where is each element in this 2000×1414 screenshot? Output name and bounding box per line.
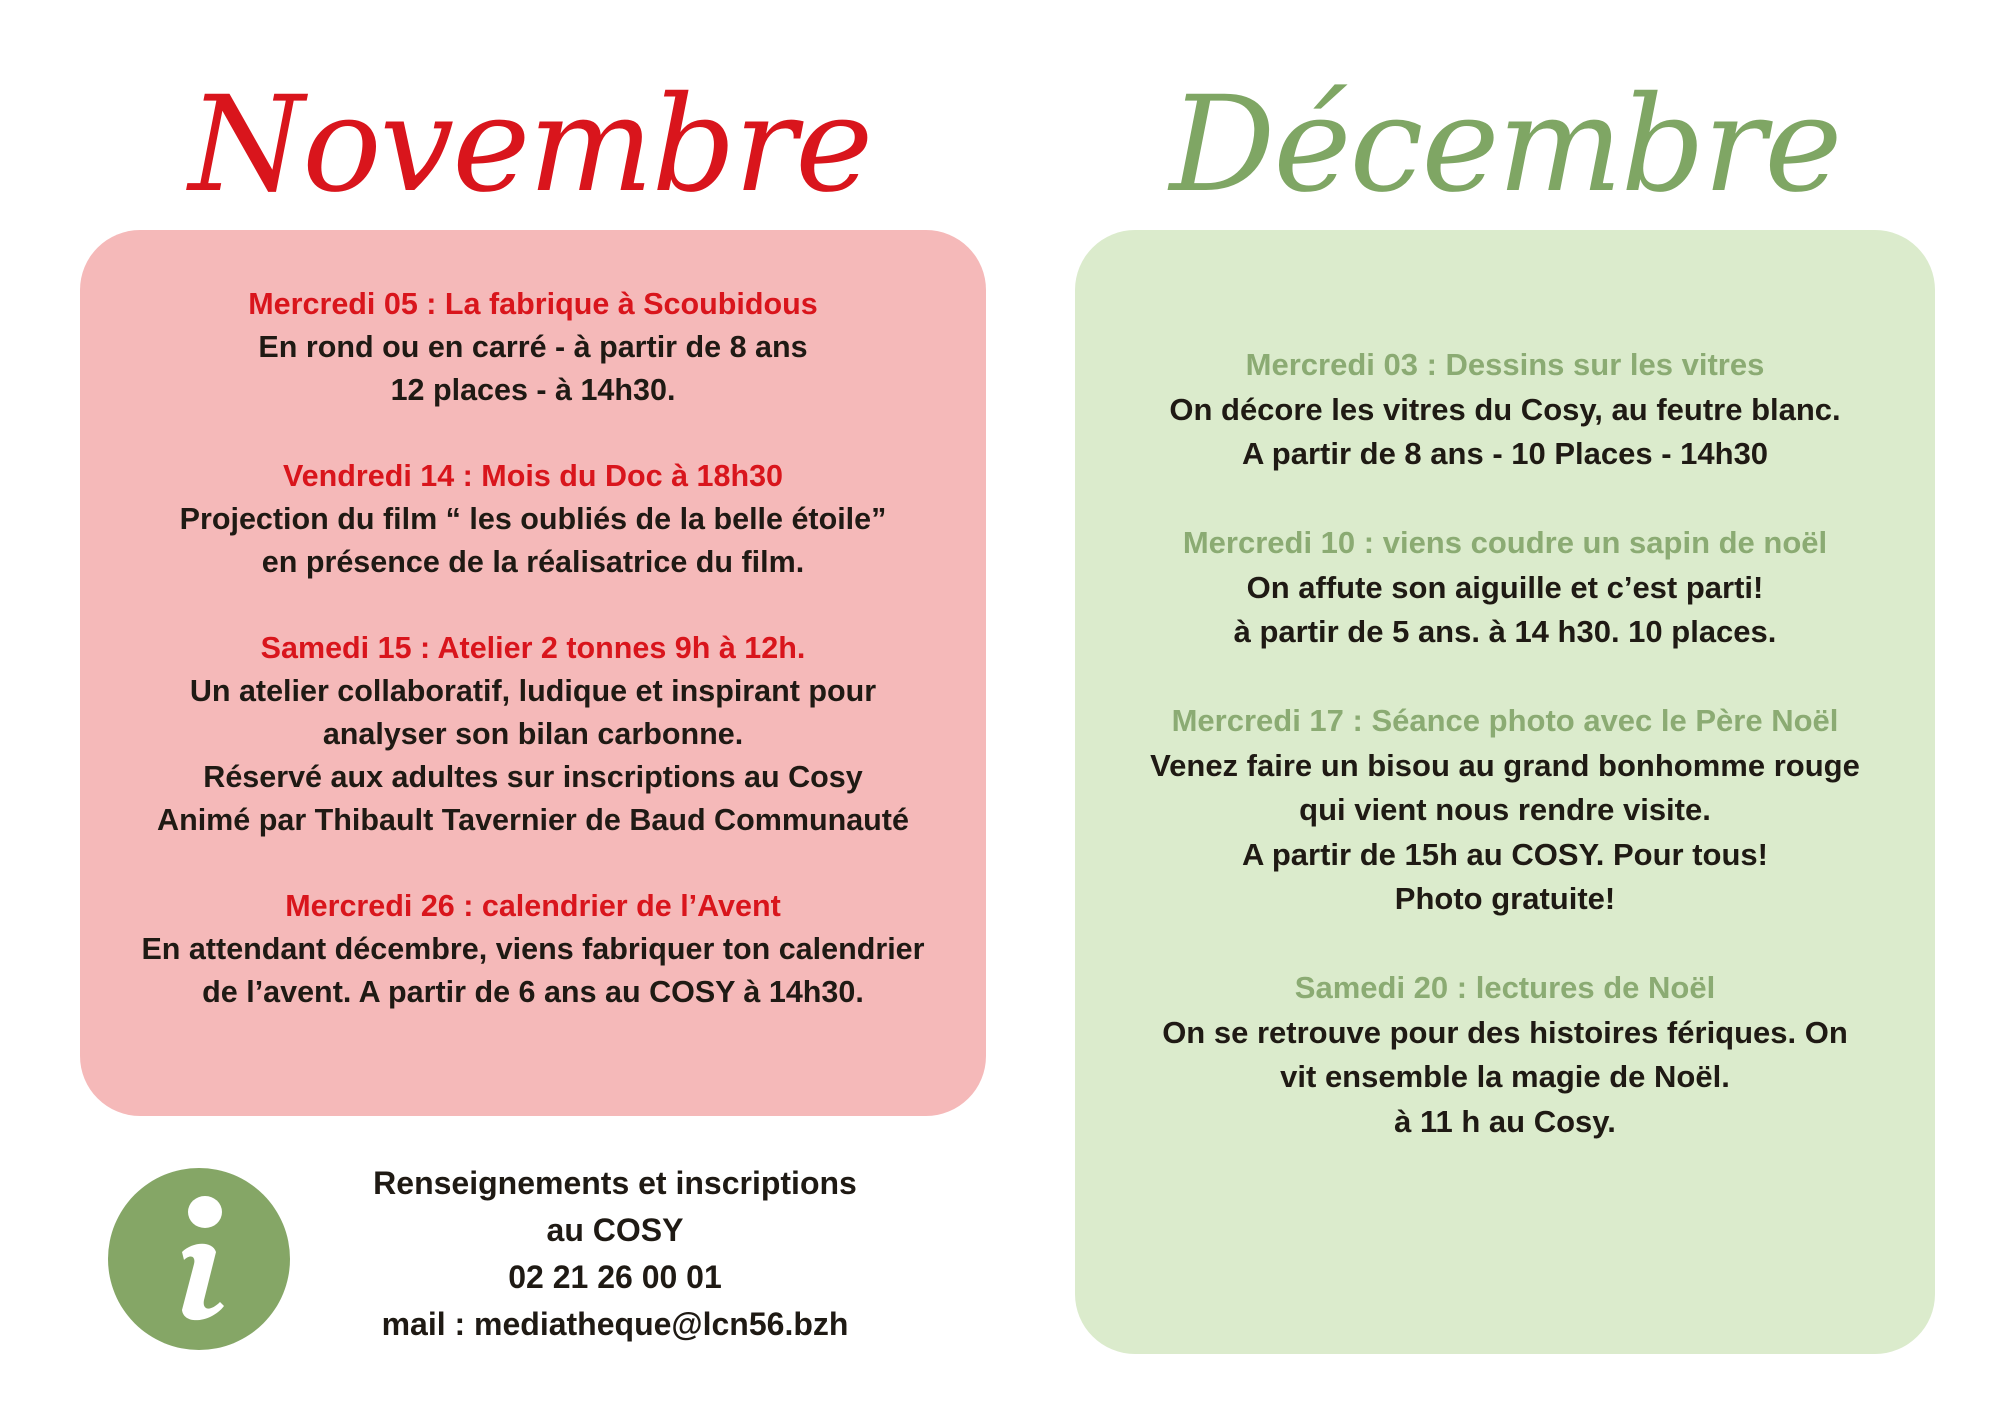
event-detail: vit ensemble la magie de Noël. (1280, 1059, 1730, 1094)
event-detail: On se retrouve pour des histoires fériques. On (1162, 1014, 1848, 1050)
event-title: Samedi 15 : Atelier 2 tonnes 9h à 12h. (260, 631, 806, 665)
contact-email: mail : mediatheque@lcn56.bzh (381, 1306, 849, 1342)
event-title: Mercredi 05 : La fabrique à Scoubidous (248, 287, 818, 321)
info-icon (108, 1168, 290, 1350)
event-december-17 (1075, 699, 1935, 922)
event-december-10 (1075, 521, 1935, 655)
december-events-panel (1075, 230, 1935, 1354)
event-detail: En rond ou en carré - à partir de 8 ans (258, 330, 808, 364)
event-november-15 (80, 627, 986, 842)
event-detail: A partir de 15h au COSY. Pour tous! (1242, 836, 1768, 872)
contact-phone: 02 21 26 00 01 (508, 1259, 722, 1295)
event-detail: On affute son aiguille et c’est parti! (1246, 569, 1764, 605)
event-detail: Venez faire un bisou au grand bonhomme rouge (1150, 747, 1860, 783)
contact-info (290, 1160, 940, 1348)
event-detail: On décore les vitres du Cosy, au feutre blanc. (1169, 391, 1841, 427)
event-detail: En attendant décembre, viens fabriquer ton calendrier (141, 932, 925, 966)
event-december-20 (1075, 966, 1935, 1144)
event-detail: A partir de 8 ans - 10 Places - 14h30 (1241, 436, 1769, 471)
contact-location: au COSY (546, 1212, 684, 1248)
info-glyph (108, 1168, 290, 1350)
event-detail: de l’avent. A partir de 6 ans au COSY à 14h30. (202, 975, 864, 1009)
event-detail: Photo gratuite! (1394, 881, 1616, 916)
event-detail: à 11 h au Cosy. (1394, 1103, 1616, 1139)
event-detail: Réservé aux adultes sur inscriptions au Cosy (203, 760, 863, 794)
event-detail: Projection du film “ les oubliés de la belle étoile” (179, 502, 887, 536)
event-detail: qui vient nous rendre visite. (1299, 792, 1711, 827)
event-title: Vendredi 14 : Mois du Doc à 18h30 (282, 459, 784, 493)
event-detail: à partir de 5 ans. à 14 h30. 10 places. (1233, 614, 1777, 649)
event-detail: 12 places - à 14h30. (390, 373, 676, 407)
event-november-14 (80, 455, 986, 584)
event-detail: analyser son bilan carbonne. (322, 717, 744, 751)
event-title: Mercredi 26 : calendrier de l’Avent (285, 889, 781, 923)
november-events-panel (80, 230, 986, 1116)
event-title: Mercredi 03 : Dessins sur les vitres (1245, 347, 1765, 382)
event-title: Mercredi 10 : viens coudre un sapin de noël (1182, 525, 1828, 560)
november-title: Novembre (188, 68, 872, 222)
event-detail: Un atelier collaboratif, ludique et inspirant pour (189, 674, 877, 708)
december-title: Décembre (1169, 68, 1841, 222)
event-detail: en présence de la réalisatrice du film. (261, 545, 805, 579)
event-title: Mercredi 17 : Séance photo avec le Père Noël (1171, 703, 1839, 738)
contact-heading: Renseignements et inscriptions (373, 1165, 857, 1201)
event-title: Samedi 20 : lectures de Noël (1294, 970, 1716, 1005)
event-detail: Animé par Thibault Tavernier de Baud Communauté (157, 803, 909, 837)
event-november-26 (80, 885, 986, 1014)
event-december-03 (1075, 343, 1935, 477)
event-november-05 (80, 283, 986, 412)
